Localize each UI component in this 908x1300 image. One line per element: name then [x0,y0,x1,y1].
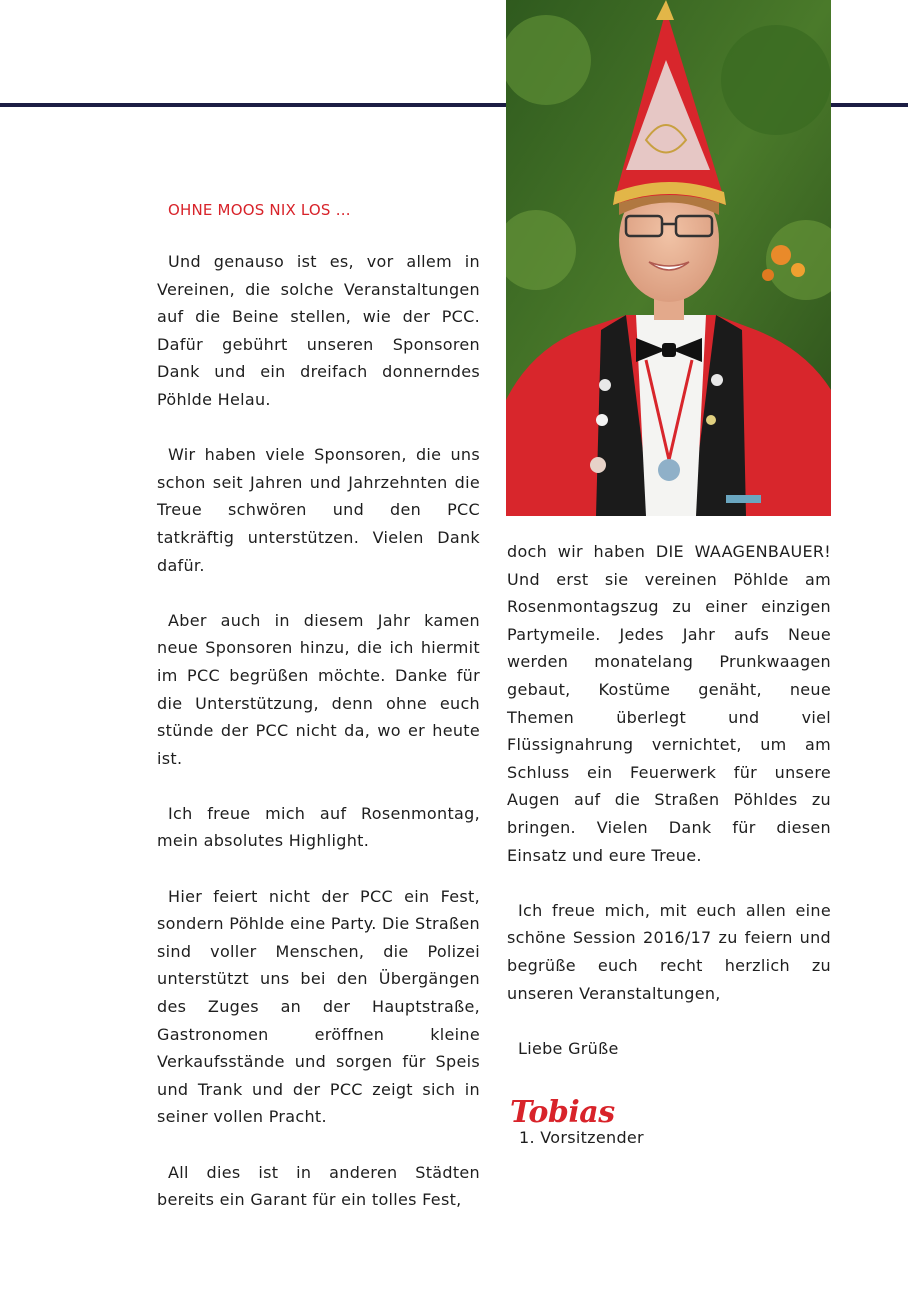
paragraph: Aber auch in diesem Jahr kamen neue Sponsoren hinzu, die ich hiermit im PCC begrüßen möchte. Danke für die Unterstützung, denn ohne euch stünde der PCC nicht da, wo er heute ist. [157,610,480,768]
header-rule-left [0,103,506,107]
paragraph: Hier feiert nicht der PCC ein Fest, sondern Pöhlde eine Party. Die Straßen sind voller Menschen, die Polizei unterstützt uns bei den Übergängen des Zuges an der Hauptstraße, Gastronomen eröffnen kleine Verkaufsstände und sorgen für Speis und Trank und der PCC zeigt sich in seiner vollen Pracht. [157,886,480,1127]
signatory-role: 1. Vorsitzender [519,1128,644,1148]
right-column [507,538,831,1152]
portrait-photo [506,0,831,516]
paragraph: All dies ist in anderen Städten bereits ein Garant für ein tolles Fest, [157,1162,480,1210]
paragraph: Ich freue mich auf Rosenmontag, mein absolutes Highlight. [157,803,480,851]
paragraph: Wir haben viele Sponsoren, die uns schon seit Jahren und Jahrzehnten die Treue schwören und den PCC tatkräftig unterstützen. Vielen Dank dafür. [157,445,480,575]
header-rule-right [831,103,908,107]
paragraph: doch wir haben DIE WAAGENBAUER! Und erst sie vereinen Pöhlde am Rosenmontagszug zu einer einzigen Partymeile. Jedes Jahr aufs Neue werden monatelang Prunkwaagen gebaut, Kostüme genäht, neue Themen überlegt und viel Flüssignahrung vernichtet, um am Schluss ein Feuerwerk für unsere Augen auf die Straßen Pöhldes zu bringen. Vielen Dank für diesen Einsatz und eure Treue. [507,542,831,865]
closing-greeting: Liebe Grüße [518,1038,619,1058]
paragraph: Und genauso ist es, vor allem in Vereinen, die solche Veranstaltungen auf die Beine stellen, wie der PCC. Dafür gebührt unseren Sponsoren Dank und ein dreifach donnerndes Pöhlde Helau. [157,252,480,409]
signature: Tobias [510,1095,615,1131]
section-heading: OHNE MOOS NIX LOS … [168,201,351,219]
left-column [157,197,480,1214]
paragraph: Ich freue mich, mit euch allen eine schöne Session 2016/17 zu feiern und begrüße euch recht herzlich zu unseren Veranstaltungen, [507,900,831,1003]
